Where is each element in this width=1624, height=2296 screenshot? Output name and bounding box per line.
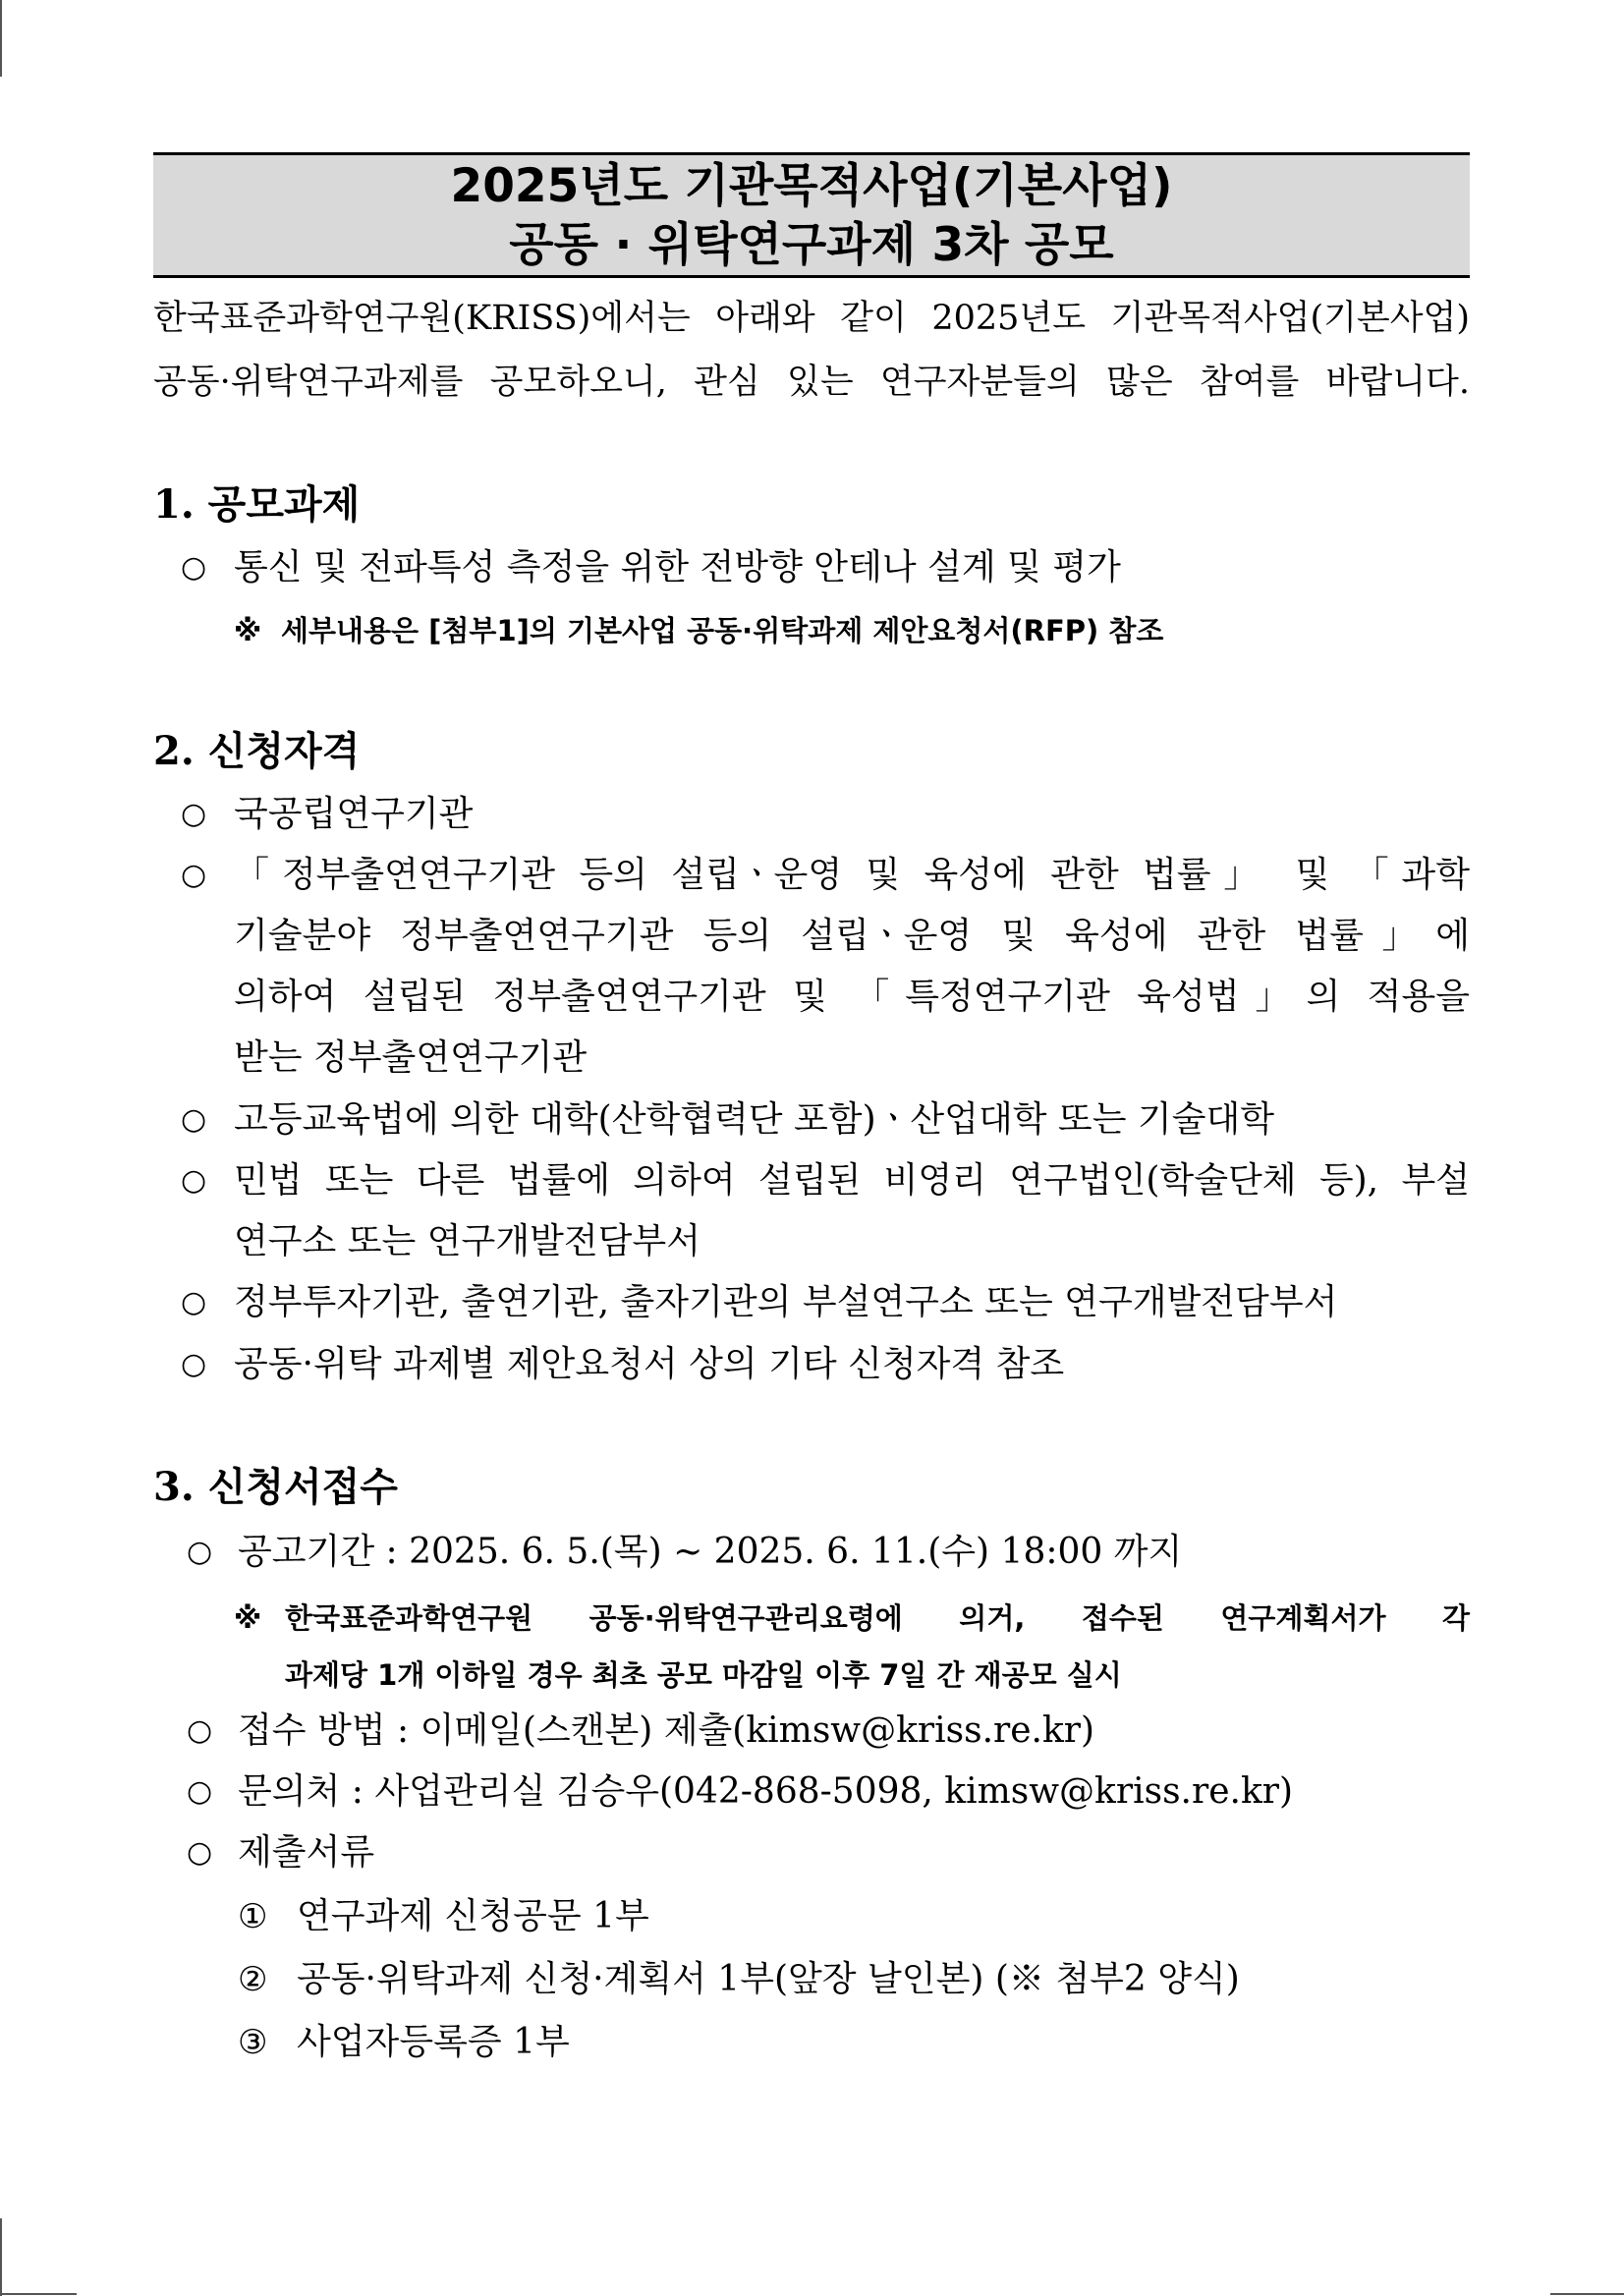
section-2-heading: 2. 신청자격 xyxy=(153,728,361,774)
section-3-note-line-1: 한국표준과학연구원 공동·위탁연구관리요령에 의거, 접수된 연구계획서가 각 xyxy=(285,1601,1470,1635)
bullet-icon: ○ xyxy=(181,1347,207,1381)
doc-item: 공동·위탁과제 신청·계획서 1부(앞장 날인본) (※ 첨부2 양식) xyxy=(297,1959,1240,1999)
title-line-2: 공동 · 위탁연구과제 3차 공모 xyxy=(509,218,1114,272)
intro-line-1: 한국표준과학연구원(KRISS)에서는 아래와 같이 2025년도 기관목적사업(기본사업) xyxy=(153,299,1470,338)
doc-number: ③ xyxy=(238,2023,268,2062)
bullet-icon: ○ xyxy=(187,1535,213,1569)
bullet-icon: ○ xyxy=(181,858,207,892)
section-1-item-1: 통신 및 전파특성 측정을 위한 전방향 안테나 설계 및 평가 xyxy=(234,547,1121,588)
doc-number: ① xyxy=(238,1897,268,1936)
section-2-item-1: 국공립연구기관 xyxy=(234,794,474,834)
note-mark-icon: ※ xyxy=(234,614,262,647)
section-2-item-2-line-1: 「정부출연연구기관 등의 설립ㆍ운영 및 육성에 관한 법률」 및 「과학 xyxy=(234,855,1470,895)
crop-mark xyxy=(0,2218,2,2296)
doc-item: 사업자등록증 1부 xyxy=(297,2022,570,2062)
bullet-icon: ○ xyxy=(187,1835,213,1870)
bullet-icon: ○ xyxy=(181,550,207,585)
intro-line-2: 공동·위탁연구과제를 공모하오니, 관심 있는 연구자분들의 많은 참여를 바랍니다. xyxy=(153,363,1470,402)
section-2-item-2-line-3: 의하여 설립된 정부출연연구기관 및 「특정연구기관 육성법」의 적용을 xyxy=(234,977,1470,1017)
section-3-item-1: 공고기간 : 2025. 6. 5.(목) ~ 2025. 6. 11.(수) 18:00 까지 xyxy=(238,1532,1183,1572)
note-mark-icon: ※ xyxy=(234,1601,262,1635)
section-3-item-4: 제출서류 xyxy=(238,1832,375,1873)
section-2-item-2-line-4: 받는 정부출연연구기관 xyxy=(234,1037,588,1078)
crop-mark xyxy=(1550,2293,1624,2295)
doc-item: 연구과제 신청공문 1부 xyxy=(297,1896,649,1936)
bullet-icon: ○ xyxy=(181,1163,207,1198)
section-3-heading: 3. 신청서접수 xyxy=(153,1464,398,1510)
section-2-item-4-line-2: 연구소 또는 연구개발전담부서 xyxy=(234,1221,700,1261)
section-3-item-3: 문의처 : 사업관리실 김승우(042-868-5098, kimsw@kriss.re.kr) xyxy=(238,1771,1294,1812)
bullet-icon: ○ xyxy=(187,1713,213,1748)
section-2-item-6: 공동·위탁 과제별 제안요청서 상의 기타 신청자격 참조 xyxy=(234,1344,1065,1384)
section-2-item-3: 고등교육법에 의한 대학(산학협력단 포함)ㆍ산업대학 또는 기술대학 xyxy=(234,1099,1275,1140)
bullet-icon: ○ xyxy=(181,1285,207,1319)
section-2-item-4-line-1: 민법 또는 다른 법률에 의하여 설립된 비영리 연구법인(학술단체 등), 부설 xyxy=(234,1160,1470,1201)
section-1-note: 세부내용은 [첨부1]의 기본사업 공동·위탁과제 제안요청서(RFP) 참조 xyxy=(281,614,1164,647)
section-3-note-line-2: 과제당 1개 이하일 경우 최초 공모 마감일 이후 7일 간 재공모 실시 xyxy=(285,1658,1122,1692)
doc-number: ② xyxy=(238,1960,268,1999)
section-2-item-5: 정부투자기관, 출연기관, 출자기관의 부설연구소 또는 연구개발전담부서 xyxy=(234,1282,1338,1322)
bullet-icon: ○ xyxy=(181,1102,207,1137)
bullet-icon: ○ xyxy=(187,1774,213,1809)
section-3-item-2: 접수 방법 : 이메일(스캔본) 제출(kimsw@kriss.re.kr) xyxy=(238,1710,1095,1751)
bullet-icon: ○ xyxy=(181,797,207,831)
section-2-item-2-line-2: 기술분야 정부출연연구기관 등의 설립ㆍ운영 및 육성에 관한 법률」에 xyxy=(234,916,1470,956)
crop-mark xyxy=(0,2293,77,2295)
title-line-1: 2025년도 기관목적사업(기본사업) xyxy=(450,159,1173,213)
crop-mark xyxy=(0,0,2,77)
document-title xyxy=(153,152,1470,278)
section-1-heading: 1. 공모과제 xyxy=(153,481,361,528)
